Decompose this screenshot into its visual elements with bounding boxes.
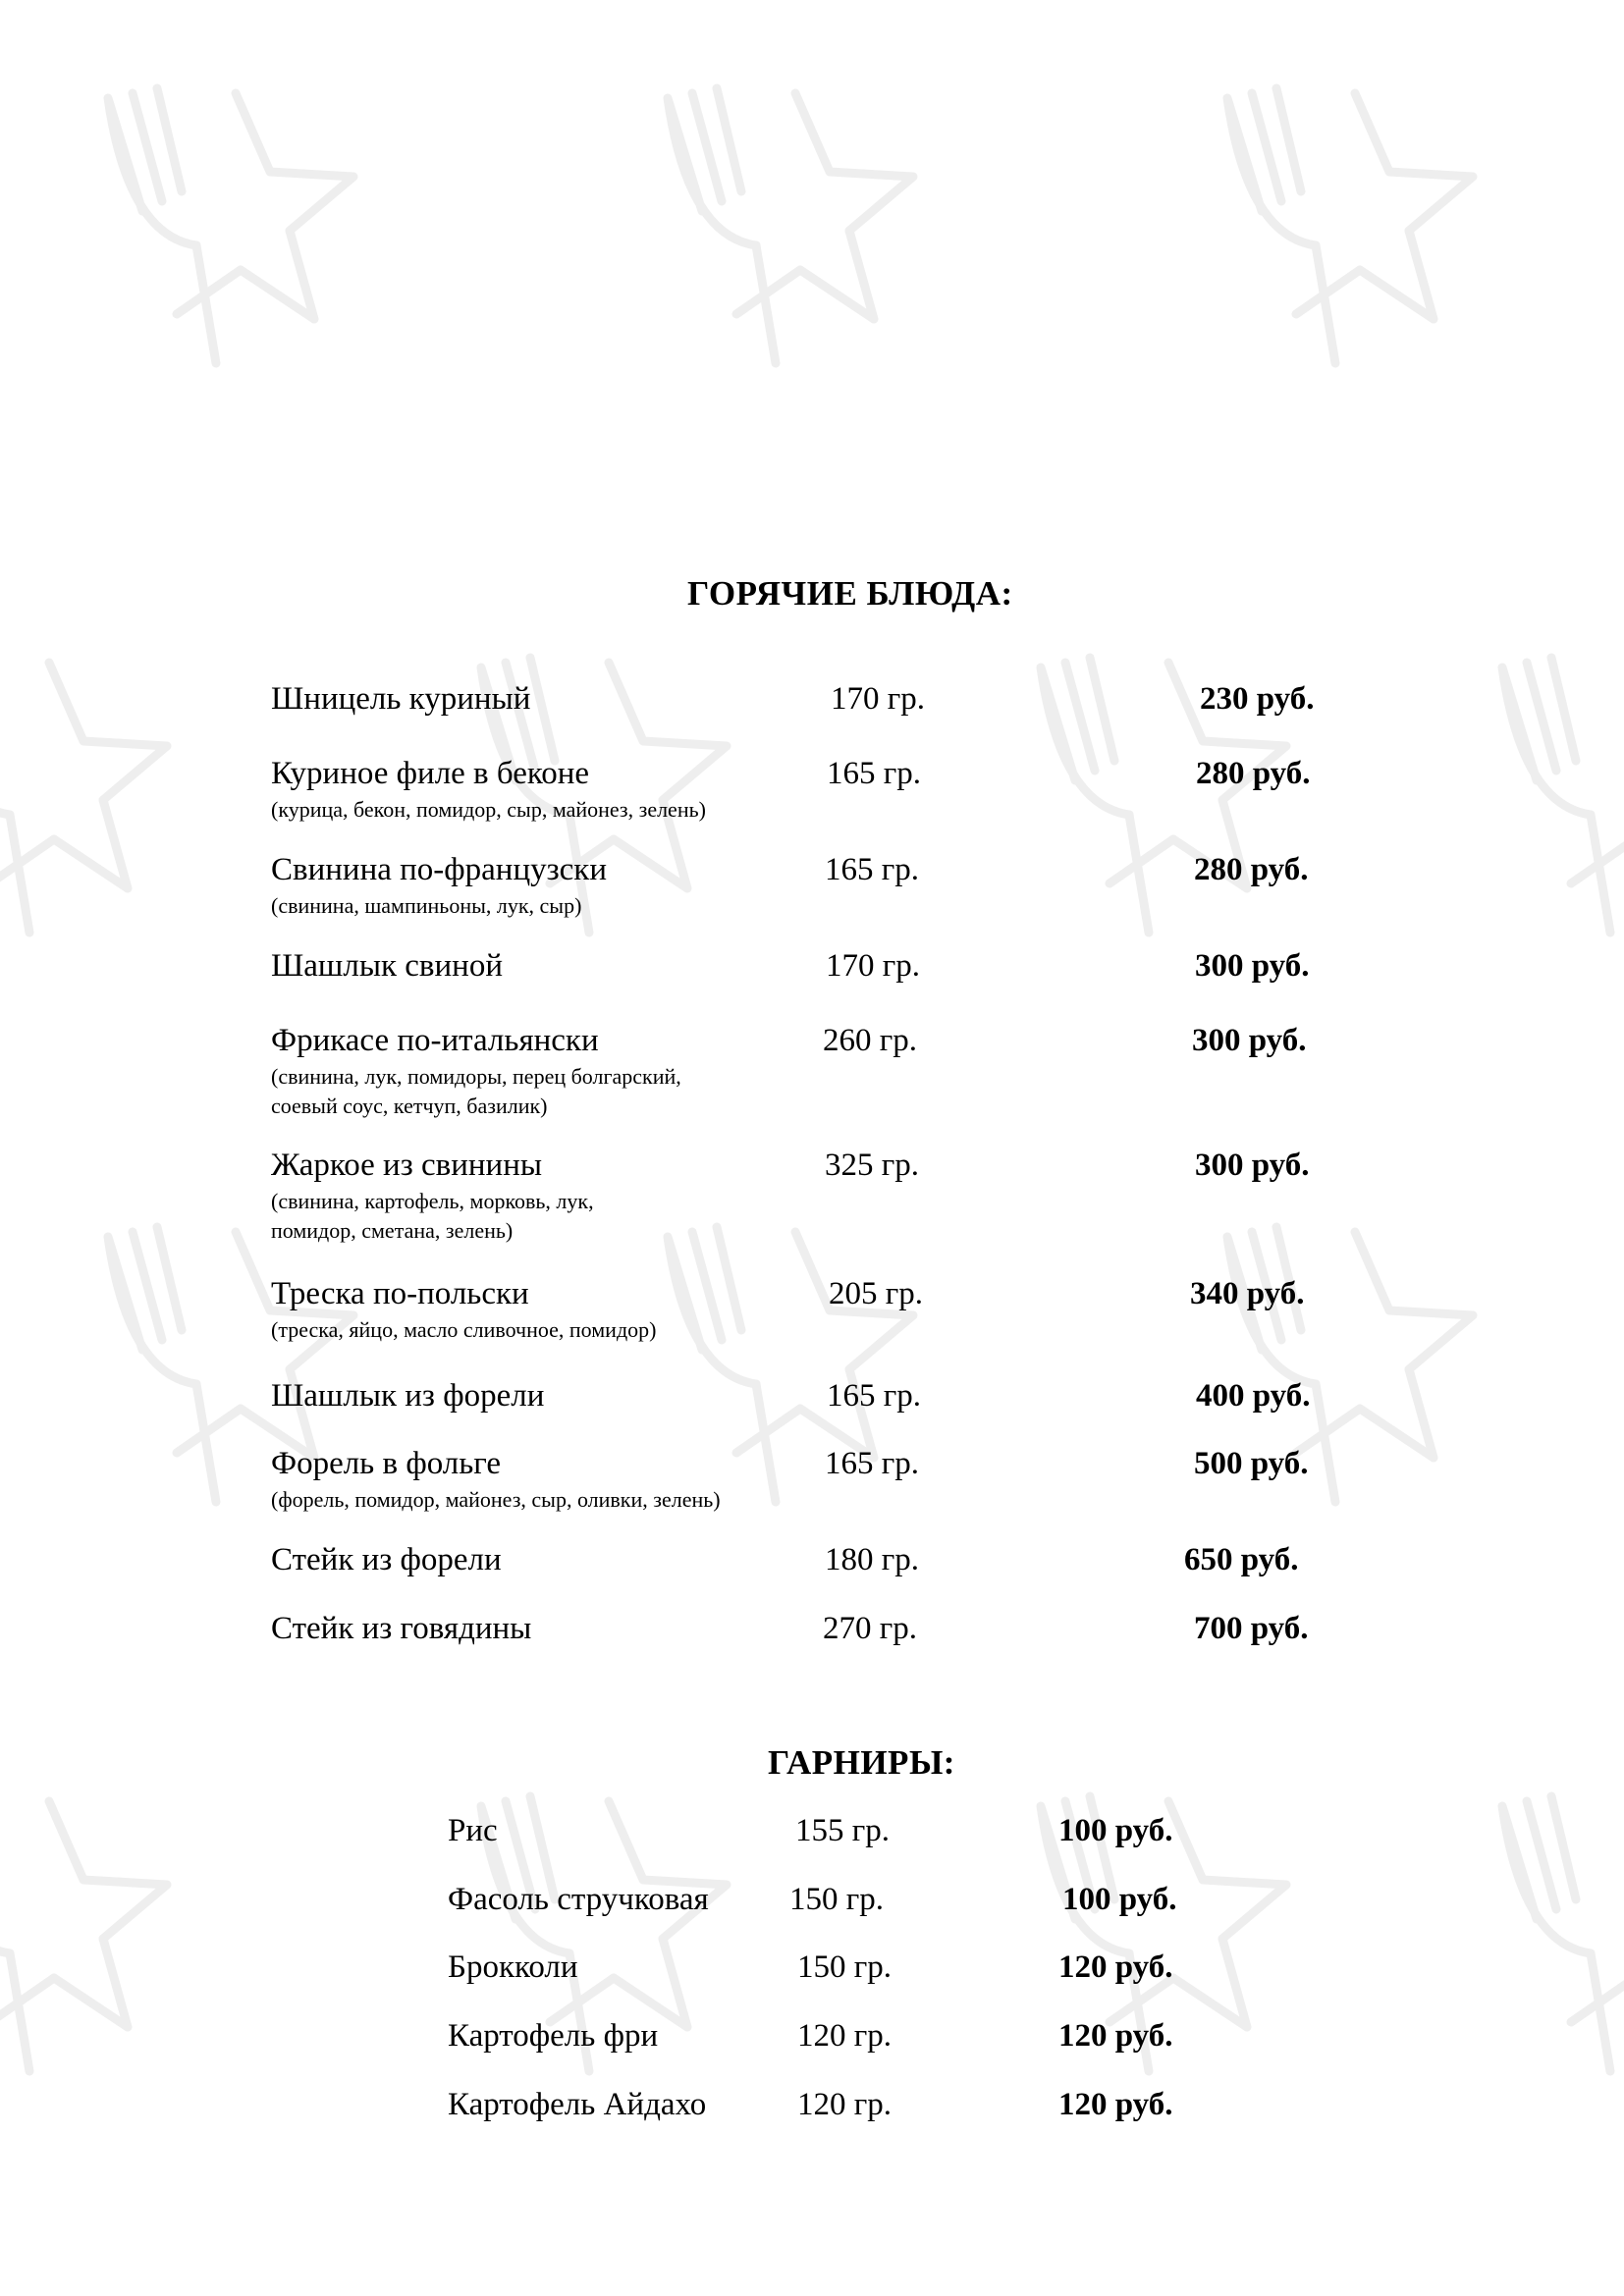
item-weight: 260 гр. <box>823 1023 918 1058</box>
item-price: 280 руб. <box>1196 756 1311 791</box>
item-weight: 150 гр. <box>789 1882 885 1917</box>
item-name: Стейк из форели <box>271 1542 502 1577</box>
item-name: Фасоль стручковая <box>448 1882 709 1917</box>
item-name: Стейк из говядины <box>271 1611 532 1646</box>
item-description: (курица, бекон, помидор, сыр, майонез, зелень) <box>271 797 706 822</box>
item-price: 500 руб. <box>1194 1446 1309 1481</box>
item-weight: 270 гр. <box>823 1611 918 1646</box>
item-weight: 165 гр. <box>825 852 920 887</box>
item-name: Шашлык из форели <box>271 1378 545 1414</box>
item-name: Фрикасе по-итальянски <box>271 1023 599 1058</box>
item-price: 340 руб. <box>1190 1276 1305 1311</box>
item-weight: 165 гр. <box>825 1446 920 1481</box>
item-description-line2: помидор, сметана, зелень) <box>271 1218 514 1243</box>
item-price: 650 руб. <box>1184 1542 1299 1577</box>
item-description: (треска, яйцо, масло сливочное, помидор) <box>271 1317 657 1342</box>
item-description: (форель, помидор, майонез, сыр, оливки, зелень) <box>271 1487 721 1512</box>
item-weight: 180 гр. <box>825 1542 920 1577</box>
item-price: 280 руб. <box>1194 852 1309 887</box>
item-price: 300 руб. <box>1195 1148 1310 1183</box>
item-weight: 120 гр. <box>797 2087 893 2122</box>
item-price: 230 руб. <box>1200 681 1315 717</box>
garnishes-title: ГАРНИРЫ: <box>768 1743 955 1782</box>
item-price: 100 руб. <box>1058 1813 1173 1848</box>
item-name: Шницель куриный <box>271 681 531 717</box>
item-name: Рис <box>448 1813 498 1848</box>
item-weight: 165 гр. <box>827 1378 922 1414</box>
item-name: Картофель фри <box>448 2018 659 2054</box>
item-name: Жаркое из свинины <box>271 1148 543 1183</box>
item-price: 120 руб. <box>1058 2087 1173 2122</box>
hot-dishes-title: ГОРЯЧИЕ БЛЮДА: <box>687 574 1013 613</box>
item-weight: 205 гр. <box>829 1276 924 1311</box>
item-name: Треска по-польски <box>271 1276 529 1311</box>
item-name: Куриное филе в беконе <box>271 756 590 791</box>
item-name: Картофель Айдахо <box>448 2087 707 2122</box>
item-price: 300 руб. <box>1195 948 1310 984</box>
item-description: (свинина, шампиньоны, лук, сыр) <box>271 893 582 918</box>
item-description: (свинина, картофель, морковь, лук, <box>271 1189 594 1213</box>
item-description: (свинина, лук, помидоры, перец болгарский, <box>271 1064 681 1089</box>
item-price: 300 руб. <box>1192 1023 1307 1058</box>
item-name: Форель в фольге <box>271 1446 502 1481</box>
item-weight: 170 гр. <box>826 948 921 984</box>
item-price: 400 руб. <box>1196 1378 1311 1414</box>
item-price: 100 руб. <box>1062 1882 1177 1917</box>
item-description-line2: соевый соус, кетчуп, базилик) <box>271 1094 548 1118</box>
item-name: Шашлык свиной <box>271 948 503 984</box>
item-price: 700 руб. <box>1194 1611 1309 1646</box>
item-price: 120 руб. <box>1058 1949 1173 1985</box>
item-weight: 150 гр. <box>797 1949 893 1985</box>
item-name: Свинина по-французски <box>271 852 608 887</box>
item-weight: 170 гр. <box>831 681 926 717</box>
item-weight: 120 гр. <box>797 2018 893 2054</box>
item-weight: 155 гр. <box>795 1813 891 1848</box>
item-name: Брокколи <box>448 1949 578 1985</box>
item-weight: 165 гр. <box>827 756 922 791</box>
item-price: 120 руб. <box>1058 2018 1173 2054</box>
item-weight: 325 гр. <box>825 1148 920 1183</box>
